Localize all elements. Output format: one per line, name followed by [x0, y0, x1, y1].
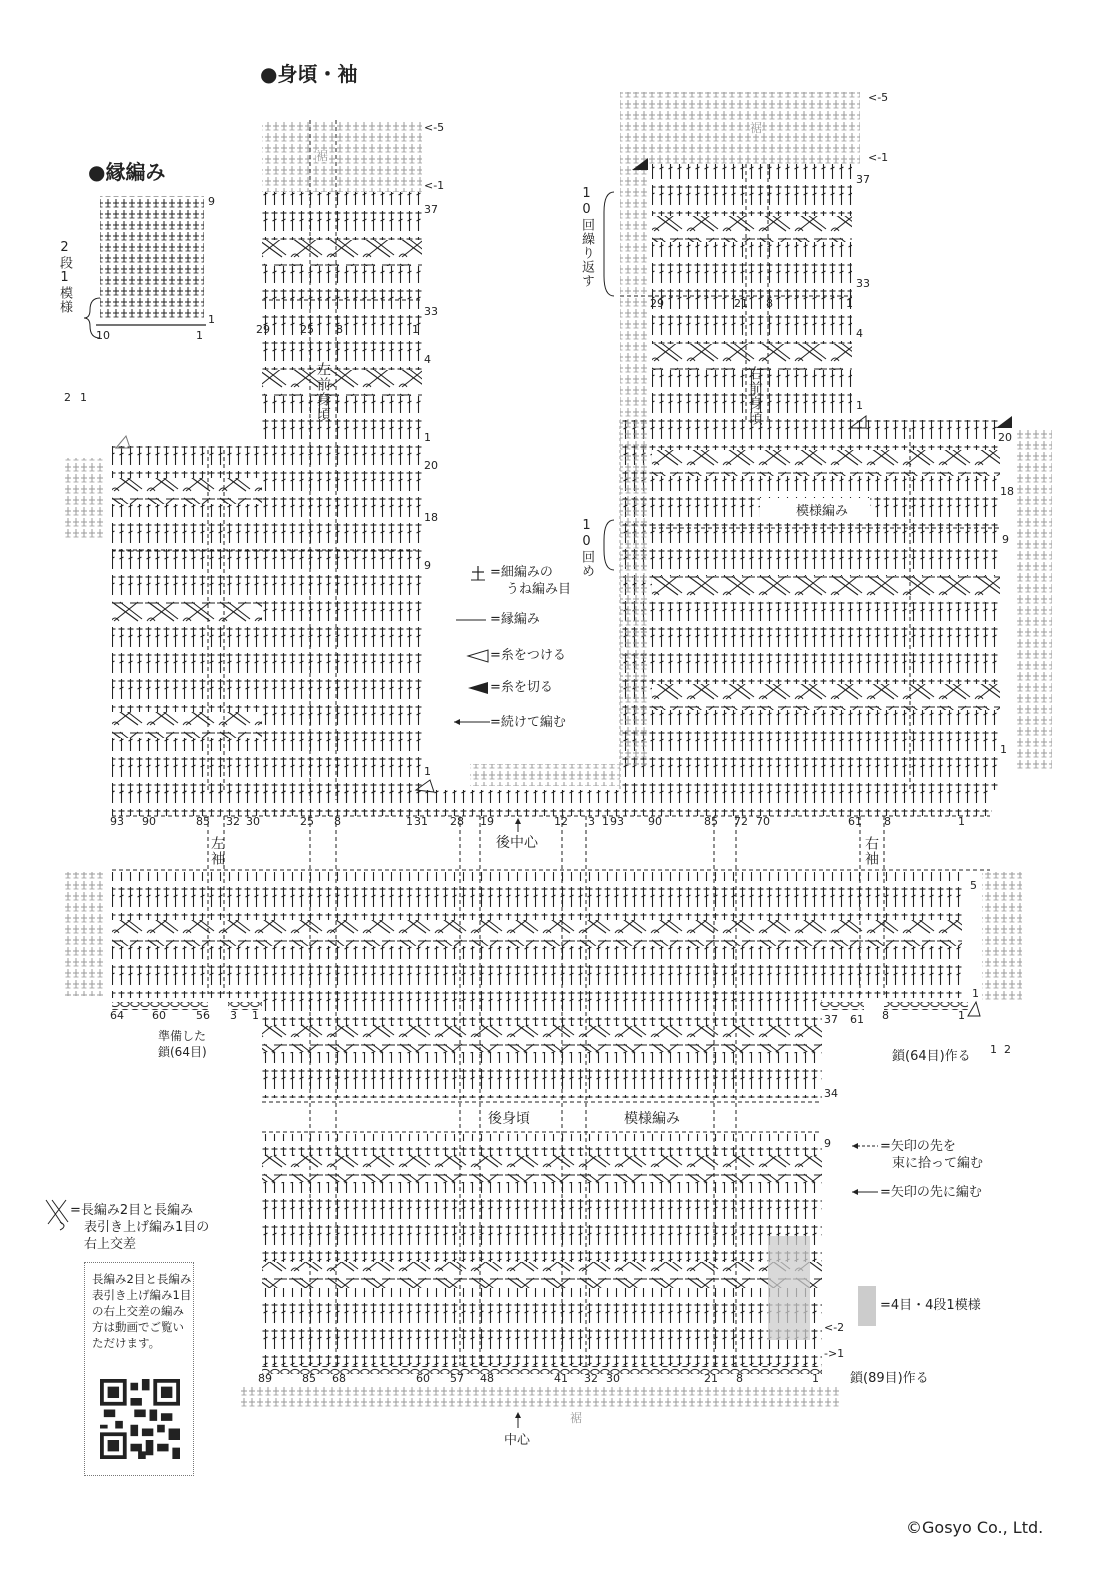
right-front-body	[620, 92, 860, 420]
chart-number: 48	[480, 1372, 494, 1385]
right-front-label: 右前身頃	[747, 366, 763, 426]
edging-chart	[96, 196, 206, 325]
left-sleeve-label: 左袖	[209, 836, 225, 866]
chart-number: 8	[766, 297, 773, 310]
chart-number: 8	[884, 815, 891, 828]
chart-number: 1	[972, 987, 979, 1000]
chart-number: 9	[208, 195, 215, 208]
legend-arrow-bundle-1: =矢印の先を	[880, 1139, 956, 1154]
chart-number: 89	[258, 1372, 272, 1385]
legend-edging-line: =縁編み	[490, 612, 540, 627]
chart-number: 1	[990, 1043, 997, 1056]
chart-number: 37	[856, 173, 870, 186]
chart-number: 18	[1000, 485, 1014, 498]
chart-number: 9	[1002, 533, 1009, 546]
chart-number: 3	[230, 1009, 237, 1022]
chart-number: 3	[588, 815, 595, 828]
chart-number: <-5	[868, 91, 889, 104]
chart-number: 33	[424, 305, 438, 318]
chart-number: 12	[554, 815, 568, 828]
repeat-10-label: 10回繰り返す	[579, 186, 594, 288]
chart-number: 1	[1000, 743, 1007, 756]
chart-number: 1	[856, 399, 863, 412]
chart-number: 25	[300, 323, 314, 336]
chart-number: 90	[648, 815, 662, 828]
chart-number: 61	[850, 1013, 864, 1026]
chart-number: 31	[414, 815, 428, 828]
chart-number: 85	[704, 815, 718, 828]
chart-number: <-5	[424, 121, 445, 134]
right-sleeve-label: 右袖	[863, 836, 879, 866]
chart-number: 2	[64, 391, 71, 404]
chart-number: 30	[246, 815, 260, 828]
chart-number: 60	[416, 1372, 430, 1385]
chart-number: 29	[650, 297, 664, 310]
chart-number: 37	[424, 203, 438, 216]
chart-number: 85	[196, 815, 210, 828]
back-center-label: 後中心	[496, 835, 538, 851]
legend-repeat-unit: =4目・4段1模様	[880, 1298, 981, 1313]
legend-continue: =続けて編む	[490, 715, 566, 730]
chart-number: 19	[480, 815, 494, 828]
edging-title: ●縁編み	[88, 160, 166, 184]
chart-number: 5	[970, 879, 977, 892]
chart-number: 68	[332, 1372, 346, 1385]
legend-join: =糸をつける	[490, 648, 566, 663]
chart-number: 33	[856, 277, 870, 290]
chart-number: 29	[256, 323, 270, 336]
legend-arrow-into: =矢印の先に編む	[880, 1185, 982, 1200]
chart-number: 32	[226, 815, 240, 828]
chart-number: 64	[110, 1009, 124, 1022]
video-note-text: 長編み2目と長編み表引き上げ編み1目の右上交差の編み方は動画でご覧いただけます。	[92, 1272, 192, 1350]
legend-cross-2: 表引き上げ編み1目の	[84, 1220, 210, 1235]
edging-repeat-label: 2段1模様	[57, 240, 72, 314]
chart-number: 28	[450, 815, 464, 828]
chart-number: 93	[610, 815, 624, 828]
chart-number: 85	[302, 1372, 316, 1385]
chart-number: 56	[196, 1009, 210, 1022]
chart-number: 34	[824, 1087, 838, 1100]
hem-label-bottom: 裾	[570, 1411, 583, 1425]
chart-number: 61	[848, 815, 862, 828]
chart-number: 1	[424, 431, 431, 444]
hem-label-right: 裾	[750, 121, 763, 135]
prepared-chain-label-2: 鎖(64目)	[158, 1045, 207, 1059]
pattern-label-back: 模様編み	[624, 1111, 680, 1127]
chart-number: 37	[824, 1013, 838, 1026]
legend-sc-back: =細編みの	[490, 565, 553, 580]
chart-number: 18	[424, 511, 438, 524]
left-front-body	[262, 120, 422, 816]
chain-64-label: 鎖(64目)作る	[892, 1049, 971, 1064]
chart-number: 1	[196, 329, 203, 342]
chart-number: 57	[450, 1372, 464, 1385]
right-sleeve	[470, 420, 1000, 790]
chart-number: 1	[602, 815, 609, 828]
chart-number: 20	[998, 431, 1012, 444]
chart-number: 1	[958, 1009, 965, 1022]
center-label: 中心	[504, 1433, 531, 1448]
chart-number: 9	[424, 559, 431, 572]
chart-number: 30	[606, 1372, 620, 1385]
chart-number: 32	[584, 1372, 598, 1385]
video-note-box	[84, 1262, 194, 1476]
chart-number: 21	[734, 297, 748, 310]
chart-number: 93	[110, 815, 124, 828]
chart-number: <-1	[424, 179, 445, 192]
chart-number: 10	[96, 329, 110, 342]
chart-number: 25	[300, 815, 314, 828]
chart-number: 1	[958, 815, 965, 828]
chart-number: 21	[704, 1372, 718, 1385]
chart-number: 1	[208, 313, 215, 326]
chart-number: 70	[756, 815, 770, 828]
hem-label-left: 裾	[316, 149, 329, 163]
left-front-label: 左前身頃	[315, 362, 331, 422]
chart-number: 1	[406, 815, 413, 828]
back-body-label: 後身頃	[488, 1111, 530, 1127]
chart-number: 4	[856, 327, 863, 340]
legend-cross-1: =長編み2目と長編み	[70, 1203, 194, 1218]
chart-number: 4	[424, 353, 431, 366]
body-sleeve-title: ●身頃・袖	[260, 62, 358, 86]
legend-cut: =糸を切る	[490, 680, 553, 695]
chart-number: <-2	[824, 1321, 845, 1334]
chart-number: 1	[80, 391, 87, 404]
prepared-chain-label-1: 準備した	[158, 1029, 207, 1043]
chart-number: 60	[152, 1009, 166, 1022]
chart-number: 41	[554, 1372, 568, 1385]
copyright: ©Gosyo Co., Ltd.	[906, 1518, 1044, 1537]
chart-number: 2	[1004, 1043, 1011, 1056]
qr-code-icon[interactable]	[100, 1379, 180, 1459]
chart-number: 1	[812, 1372, 819, 1385]
chart-number: 1	[412, 323, 419, 336]
chart-number: 9	[824, 1137, 831, 1150]
chain-89-label: 鎖(89目)作る	[850, 1371, 929, 1386]
legend-sc-back-2: うね編み目	[506, 582, 572, 597]
chart-number: 72	[734, 815, 748, 828]
chart-number: 8	[736, 1372, 743, 1385]
legend-cross-3: 右上交差	[84, 1237, 137, 1252]
pattern-label-right: 模様編み	[796, 504, 849, 519]
chart-number: 1	[846, 297, 853, 310]
legend-arrow-bundle-2: 束に拾って編む	[892, 1156, 984, 1171]
chart-number: 1	[424, 765, 431, 778]
chart-number: 8	[882, 1009, 889, 1022]
chart-number: 8	[334, 815, 341, 828]
chart-number: 90	[142, 815, 156, 828]
round-10-label: 10回め	[579, 518, 594, 578]
chart-number: 1	[252, 1009, 259, 1022]
chart-number: 20	[424, 459, 438, 472]
chart-number: <-1	[868, 151, 889, 164]
chart-number: ->1	[824, 1347, 845, 1360]
chart-number: 8	[336, 323, 343, 336]
